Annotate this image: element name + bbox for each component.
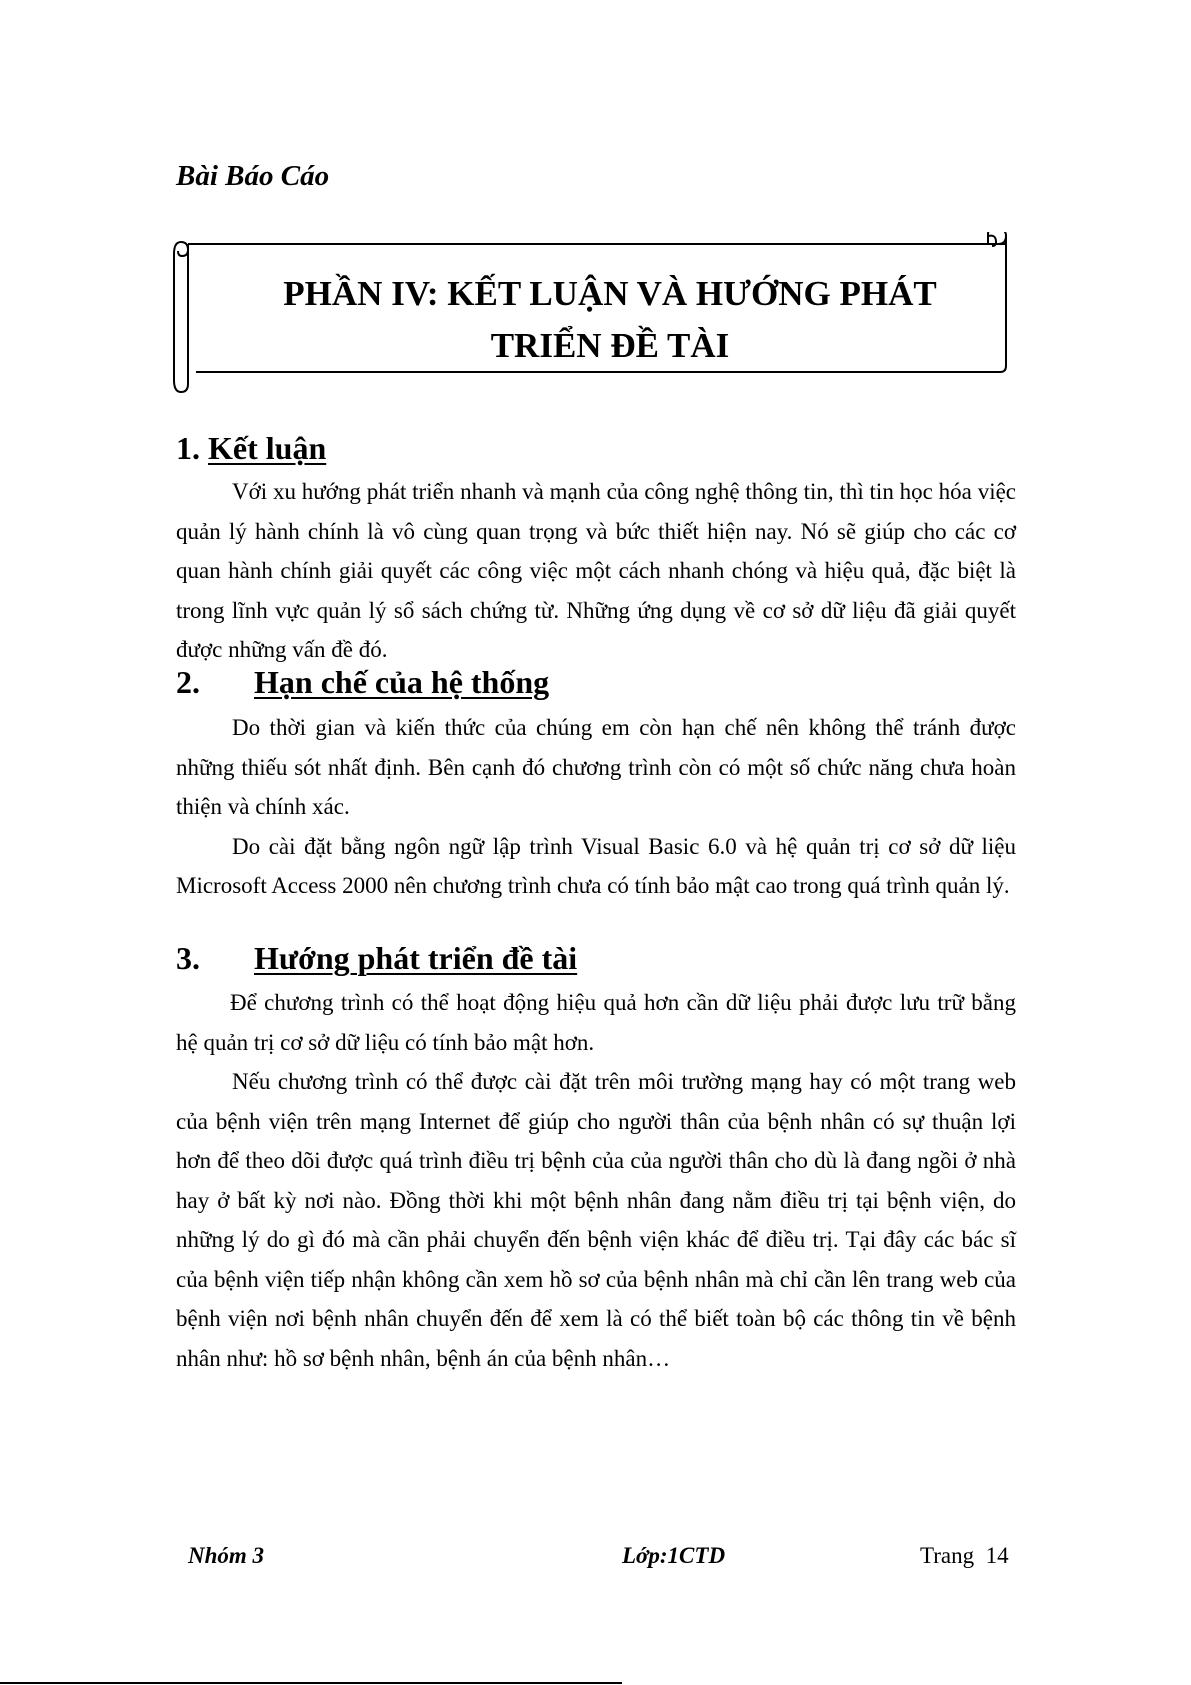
section-body-conclusion bbox=[176, 472, 1016, 670]
paragraph: Do cài đặt bằng ngôn ngữ lập trình Visual Basic 6.0 và hệ quản trị cơ sở dữ liệu Microsoft Access 2000 nên chương trình chưa có tính bảo mật cao trong quá trình quản lý. bbox=[176, 833, 1016, 898]
section-number: 3. bbox=[176, 940, 200, 976]
banner-title bbox=[210, 268, 1010, 372]
title-banner-scroll bbox=[170, 232, 1020, 432]
banner-title-line2: TRIỂN ĐỀ TÀI bbox=[490, 326, 730, 365]
section-title: Hướng phát triển đề tài bbox=[254, 940, 578, 976]
section-body-limitations bbox=[176, 708, 1016, 906]
footer-page-number: 14 bbox=[985, 1543, 1009, 1568]
section-number: 2. bbox=[176, 664, 200, 700]
section-heading-limitations bbox=[176, 664, 549, 701]
bottom-divider-segment bbox=[600, 1682, 622, 1684]
section-heading-future-development bbox=[176, 940, 577, 977]
section-title: Hạn chế của hệ thống bbox=[254, 664, 550, 700]
section-heading-conclusion bbox=[176, 430, 326, 467]
document-header: Bài Báo Cáo bbox=[176, 160, 330, 192]
footer-page bbox=[920, 1543, 1009, 1569]
footer-class: Lớp:1CTD bbox=[622, 1543, 726, 1568]
section-number: 1. bbox=[176, 430, 200, 466]
paragraph: Nếu chương trình có thể được cài đặt trên môi trường mạng hay có một trang web của bệnh viện trên mạng Internet để giúp cho người thân của bệnh nhân có sự thuận lợi hơn để theo dõi được quá trình điều trị bệnh của của người thân cho dù là đang ngồi ở nhà hay ở bất kỳ nơi nào. Đồng thời khi một bệnh nhân đang nằm điều trị tại bệnh viện, do những lý do gì đó mà cần phải chuyển đến bệnh viện khác để điều trị. Tại đây các bác sĩ của bệnh viện tiếp nhận không cần xem hồ sơ của bệnh nhân mà chỉ cần lên trang web của bệnh viện nơi bệnh nhân chuyển đến để xem là có thể biết toàn bộ các thông tin về bệnh nhân như: hồ sơ bệnh nhân, bệnh án của bệnh nhân… bbox=[176, 1069, 1016, 1371]
paragraph: Để chương trình có thể hoạt động hiệu quả hơn cần dữ liệu phải được lưu trữ bằng hệ quản trị cơ sở dữ liệu có tính bảo mật hơn. bbox=[176, 990, 1016, 1055]
footer-page-label: Trang bbox=[920, 1543, 975, 1568]
paragraph: Với xu hướng phát triển nhanh và mạnh của công nghệ thông tin, thì tin học hóa việc quản lý hành chính là vô cùng quan trọng và bức thiết hiện nay. Nó sẽ giúp cho các cơ quan hành chính giải quyết các công việc một cách nhanh chóng và hiệu quả, đặc biệt là trong lĩnh vực quản lý sổ sách chứng từ. Những ứng dụng về cơ sở dữ liệu đã giải quyết được những vấn đề đó. bbox=[176, 479, 1016, 662]
section-body-future-development bbox=[176, 983, 1016, 1378]
banner-title-line1: PHẦN IV: KẾT LUẬN VÀ HƯỚNG PHÁT bbox=[283, 274, 937, 313]
section-title: Kết luận bbox=[208, 430, 327, 466]
paragraph: Do thời gian và kiến thức của chúng em còn hạn chế nên không thể tránh được những thiếu sót nhất định. Bên cạnh đó chương trình còn có một số chức năng chưa hoàn thiện và chính xác. bbox=[176, 715, 1016, 819]
bottom-divider bbox=[0, 1682, 610, 1684]
footer-group: Nhóm 3 bbox=[188, 1543, 265, 1568]
